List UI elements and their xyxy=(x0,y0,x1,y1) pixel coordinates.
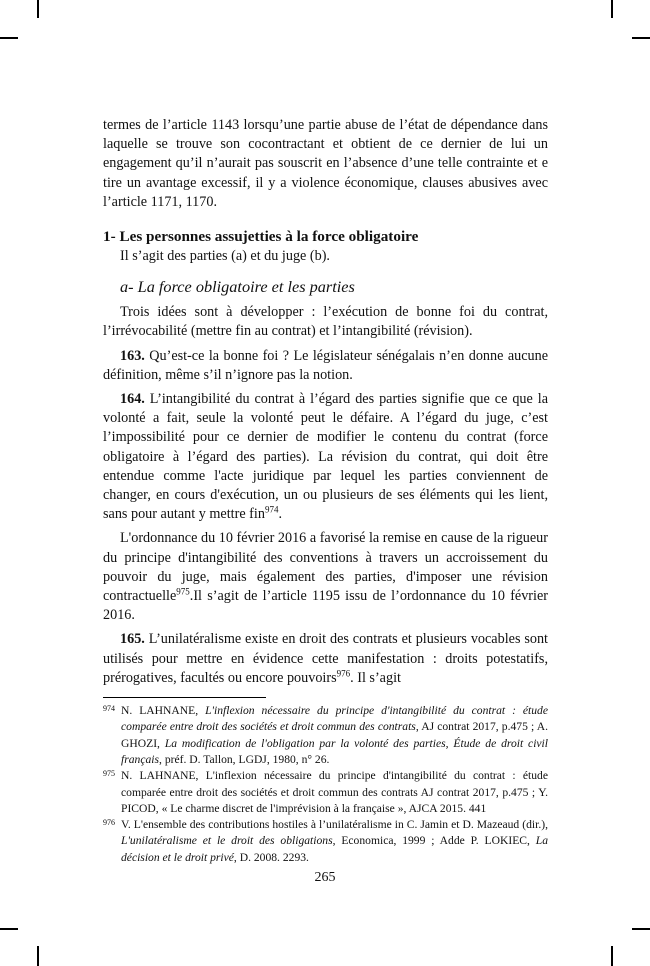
page-body xyxy=(103,116,548,866)
footnote-ref-974[interactable]: 974 xyxy=(264,504,279,515)
footnote-text: V. L'ensemble des contributions hostiles à l’unilatéralisme in C. Jamin et D. Mazeaud (dir.), xyxy=(121,818,548,832)
paragraph-number: 165. xyxy=(120,631,145,648)
footnote-title: La décision et le droit privé xyxy=(121,834,549,864)
crop-mark-top-right-v xyxy=(611,0,613,18)
footnote-title: La modification de l'obligation par la volonté des parties, Étude de droit civil français xyxy=(121,736,549,766)
crop-mark-bottom-right-h xyxy=(632,928,650,930)
footnote-975 xyxy=(103,768,548,817)
footnote-974 xyxy=(103,703,548,768)
paragraph-165 xyxy=(103,630,548,688)
subsection-paragraph: Trois idées sont à développer : l’exécution de bonne foi du contrat, l’irrévocabilité (mettre fin au contrat) et l’intangibilité (révision). xyxy=(103,304,548,340)
paragraph-number: 164. xyxy=(120,391,145,408)
footnote-text: , D. 2008. 2293. xyxy=(233,850,309,864)
intro-paragraph: termes de l’article 1143 lorsqu’une partie abuse de l’état de dépendance dans laquelle se trouve son cocontractant et obtient de ce dernier de lui un engagement qu’il n’aurait pas souscrit en l’absence d’une telle contrainte et e tire un avantage excessif, il y a violence économique, clauses abusives avec l’article 1171, 1170. xyxy=(103,117,548,210)
paragraph-text: L’intangibilité du contrat à l’égard des parties signifie que ce que la volonté a fait, seule la volonté peut le défaire. A l’égard du juge, c’est l’impossibilité pour ce dernier de modifier le contenu du contrat (force obligatoire à l’égard des parties). La révision du contrat, qui doit être entendue comme l'acte juridique par lequel les parties conviennent de changer, en cours d'exécution, un ou plusieurs de ses éléments qui les lient, sans pour autant y mettre fin xyxy=(103,391,548,523)
footnote-title: L'unilatéralisme et le droit des obligations xyxy=(121,834,333,848)
footnote-separator xyxy=(103,697,266,698)
ordonnance-paragraph xyxy=(103,529,548,625)
footnote-ref-975[interactable]: 975 xyxy=(176,586,190,597)
footnote-text: , Economica, 1999 ; Adde P. LOKIEC, xyxy=(332,834,536,848)
paragraph-164 xyxy=(103,390,548,524)
crop-mark-top-left-h xyxy=(0,37,18,39)
footnote-title: L'inflexion nécessaire du principe d'intangibilité du contrat : étude comparée entre droit des sociétés et droit commun des contrats xyxy=(121,704,548,734)
footnote-text: N. LAHNANE, xyxy=(121,704,206,718)
footnote-976 xyxy=(103,817,548,866)
paragraph-text: L’unilatéralisme existe en droit des contrats et plusieurs vocables sont utilisés pour mettre en évidence cette manifestation : droits potestatifs, prérogatives, facultés ou encore pouvoirs xyxy=(103,631,548,686)
crop-mark-top-right-h xyxy=(632,37,650,39)
paragraph-163 xyxy=(103,347,548,385)
section-lead: Il s’agit des parties (a) et du juge (b). xyxy=(120,248,330,265)
paragraph-text: Qu’est-ce la bonne foi ? Le législateur sénégalais n’en donne aucune définition, même s’il n’ignore pas la notion. xyxy=(103,347,548,383)
section-heading: 1- Les personnes assujetties à la force obligatoire xyxy=(103,228,419,246)
subsection-heading: a- La force obligatoire et les parties xyxy=(120,277,355,297)
paragraph-text-end: . xyxy=(278,506,282,523)
footnote-text: , AJ contrat 2017, p.475 ; A. GHOZI, xyxy=(121,720,548,750)
paragraph-text-end: .Il s’agit de l’article 1195 issu de l’ordonnance du 10 février 2016. xyxy=(103,588,548,624)
paragraph-text: L'ordonnance du 10 février 2016 a favorisé la remise en cause de la rigueur du principe d'intangibilité des conventions à travers un accroissement du pouvoir du juge, mais également des parties, d'imposer une révision contractuelle xyxy=(103,530,548,605)
paragraph-number: 163. xyxy=(120,347,145,364)
footnote-text: N. LAHNANE, L'inflexion nécessaire du principe d'intangibilité du contrat : étude comparée entre droit des sociétés et droit commun des contrats AJ contrat 2017, p.475 ; Y. PICOD, « Le charme discret de l'imprévision à la française », AJCA 2015. 441 xyxy=(121,769,548,815)
footnote-number: 974 xyxy=(103,704,115,714)
crop-mark-top-left-v xyxy=(37,0,39,18)
footnote-text: , préf. D. Tallon, LGDJ, 1980, n° 26. xyxy=(159,752,330,766)
footnote-number: 976 xyxy=(103,818,115,828)
paragraph-text-end: . Il s’agit xyxy=(350,669,401,686)
page-number: 265 xyxy=(314,870,336,885)
footnote-number: 975 xyxy=(103,769,115,779)
crop-mark-bottom-left-v xyxy=(37,946,39,966)
footnote-ref-976[interactable]: 976 xyxy=(336,668,351,679)
crop-mark-bottom-left-h xyxy=(0,928,18,930)
crop-mark-bottom-right-v xyxy=(611,946,613,966)
